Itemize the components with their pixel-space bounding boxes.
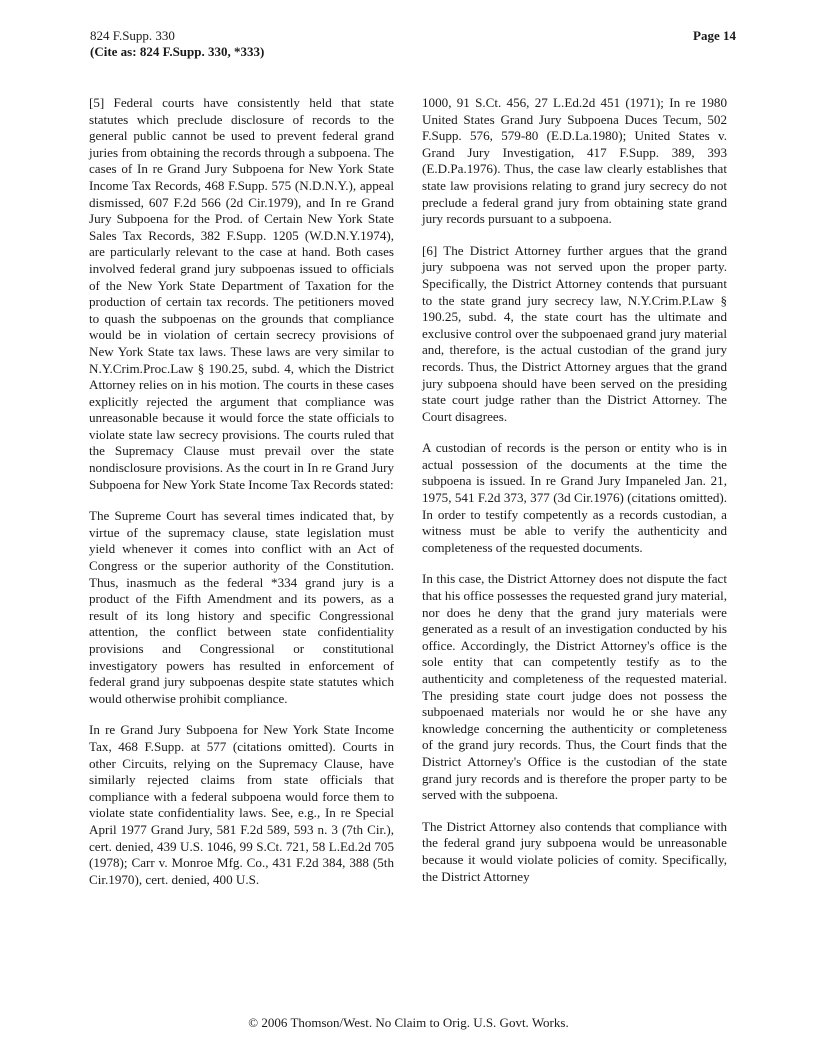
paragraph-5: [5] Federal courts have consistently held that state statutes which preclude disclosure of records to the general public cannot be used to prevent federal grand juries from obtaining the records through a subpoena. The cases of In re Grand Jury Subpoena for New York State Income Tax Records, 468 F.Supp. 575 (N.D.N.Y.), appeal dismissed, 607 F.2d 566 (2d Cir.1979), and In re Grand Jury Subpoena for the Prod. of Certain New York State Sales Tax Records, 382 F.Supp. 1205 (W.D.N.Y.1974), are particularly relevant to the case at hand. Both cases involved federal grand jury subpoenas issued to officials of the New York State Department of Taxation for the production of certain tax records. The petitioners moved to quash the subpoenas on the grounds that compliance would be in violation of certain secrecy provisions of New York State tax laws. These laws are very similar to N.Y.Crim.Proc.Law § 190.25, subd. 4, which the District Attorney relies on in his motion. The courts in these cases explicitly rejected the argument that compliance was unreasonable because it would force the state officials to violate state law secrecy provisions. The courts ruled that the Supremacy Clause must prevail over the state nondisclosure provisions. As the court in In re Grand Jury Subpoena for New York State Income Tax Records stated: bbox=[89, 95, 394, 492]
paragraph-6: [6] The District Attorney further argues that the grand jury subpoena was not served upon the proper party. Specifically, the District Attorney contends that pursuant to the state grand jury secrecy law, N.Y.Crim.P.Law § 190.25, subd. 4, the state court has the ultimate and exclusive control over the subpoenaed grand jury material and, therefore, is the actual custodian of the grand jury records. Thus, the District Attorney argues that the grand jury subpoena should have been served on the presiding state court judge rather than the District Attorney. The Court disagrees. bbox=[422, 242, 727, 424]
page-number: Page 14 bbox=[693, 28, 736, 43]
paragraph-continued: 1000, 91 S.Ct. 456, 27 L.Ed.2d 451 (1971); In re 1980 United States Grand Jury Subpoena Duces Tecum, 502 F.Supp. 576, 579-80 (E.D.La.1980); United States v. Grand Jury Investigation, 417 F.Supp. 389, 393 (E.D.Pa.1976). Thus, the case law clearly establishes that state law provisions relating to grand jury secrecy do not preclude a federal grand jury from obtaining state grand jury records pursuant to a subpoena. bbox=[422, 95, 727, 227]
paragraph-citations: In re Grand Jury Subpoena for New York State Income Tax, 468 F.Supp. at 577 (citations omitted). Courts in other Circuits, relying on the Supremacy Clause, have similarly rejected claims from state officials that compliance with a federal subpoena would force them to violate state confidentiality laws. See, e.g., In re Special April 1977 Grand Jury, 581 F.2d 589, 593 n. 3 (7th Cir.), cert. denied, 439 U.S. 1046, 99 S.Ct. 721, 58 L.Ed.2d 705 (1978); Carr v. Monroe Mfg. Co., 431 F.2d 384, 388 (5th Cir.1970), cert. denied, 400 U.S. bbox=[89, 722, 394, 887]
right-column bbox=[422, 95, 727, 900]
page-header-citation bbox=[90, 28, 264, 60]
citation: 824 F.Supp. 330 bbox=[90, 28, 175, 43]
paragraph-custodian: A custodian of records is the person or entity who is in actual possession of the documents at the time the subpoena is issued. In re Grand Jury Impaneled Jan. 21, 1975, 541 F.2d 373, 377 (3d Cir.1976) (citations omitted). In order to testify competently as a records custodian, a witness must be able to verify the authenticity and completeness of the requested documents. bbox=[422, 440, 727, 555]
left-column bbox=[89, 95, 394, 903]
cite-as: (Cite as: 824 F.Supp. 330, *333) bbox=[90, 44, 265, 59]
copyright-footer: © 2006 Thomson/West. No Claim to Orig. U.S. Govt. Works. bbox=[248, 1015, 569, 1030]
paragraph-this-case: In this case, the District Attorney does not dispute the fact that his office possesses the requested grand jury material, nor does he deny that the grand jury materials were generated as a result of an investigation conducted by his office. Accordingly, the District Attorney's office is the sole entity that can competently testify as to the authenticity and completeness of the requested material. The presiding state court judge does not possess the subpoenaed materials nor would he or she have any knowledge concerning the authenticity or completeness of the grand jury records. Thus, the Court finds that the District Attorney's Office is the custodian of the state grand jury records and is therefore the proper party to be served with the subpoena. bbox=[422, 571, 727, 803]
paragraph-comity: The District Attorney also contends that compliance with the federal grand jury subpoena would be unreasonable because it would violate policies of comity. Specifically, the District Attorney bbox=[422, 818, 727, 884]
block-quote: The Supreme Court has several times indicated that, by virtue of the supremacy clause, state legislation must yield whenever it comes into conflict with an Act of Congress or the superior authority of the Constitution. Thus, inasmuch as the federal *334 grand jury is a product of the Fifth Amendment and its powers, as a result of its long history and specific Congressional attention, the conflict between state confidentiality provisions and Congressional or constitutional investigatory powers has resulted in enforcement of federal grand jury subpoenas despite state statutes which would otherwise prohibit compliance. bbox=[89, 508, 394, 706]
